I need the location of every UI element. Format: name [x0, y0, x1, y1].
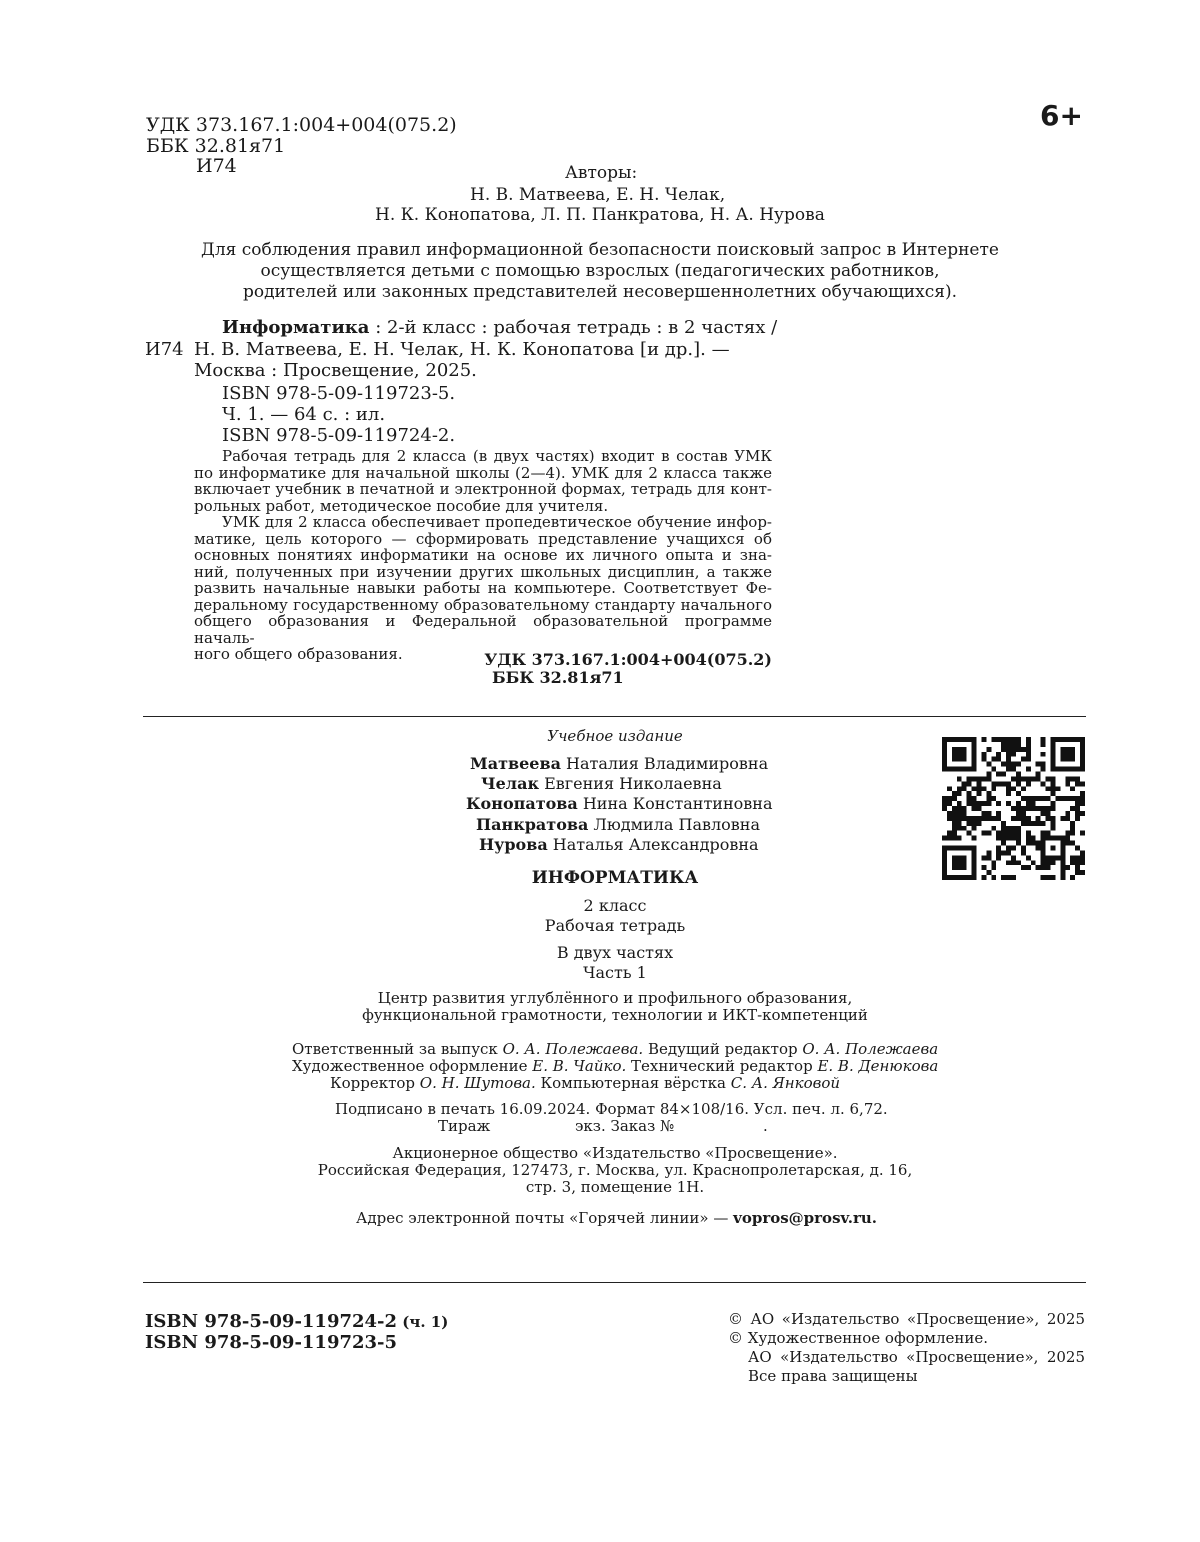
annotation-bbk: ББК 32.81я71: [492, 668, 624, 687]
footer-isbn-2: ISBN 978-5-09-119723-5: [145, 1332, 398, 1353]
safety-notice-1: Для соблюдения правил информационной безопасности поисковый запрос в Интернете: [201, 240, 999, 260]
annotation-line: рольных работ, методическое пособие для учителя.: [194, 496, 609, 515]
annotation: [194, 448, 772, 663]
print-run-label: Тираж: [438, 1117, 491, 1135]
staff-person: О. А. Полежаева.: [502, 1040, 644, 1058]
annotation-udk: УДК 373.167.1:004+004(075.2): [484, 650, 772, 669]
imprint-author: [481, 774, 722, 794]
annotation-line: деральному государственному образовательному стандарту начального: [194, 595, 772, 614]
imprint-author: [470, 754, 768, 774]
copyright-line-2: © Художественное оформление.: [728, 1329, 989, 1347]
imprint-kind: Рабочая тетрадь: [544, 916, 686, 935]
staff-role: Ответственный за выпуск: [292, 1040, 503, 1058]
annotation-line: ного общего образования.: [194, 645, 403, 663]
author-name: Наталия Владимировна: [560, 754, 769, 773]
author-name: Евгения Николаевна: [539, 774, 722, 793]
annotation-line: основных понятиях информатики на основе их личного опыта и зна-: [194, 546, 772, 564]
bib-title: Информатика: [222, 317, 370, 338]
staff-role: Художественное оформление: [292, 1057, 533, 1075]
bbk-top: ББК 32.81я71: [146, 135, 286, 157]
order-dot: .: [763, 1117, 768, 1135]
staff-role: Компьютерная вёрстка: [535, 1074, 731, 1092]
imprint-parts: В двух частях: [556, 943, 674, 962]
authors-label: Авторы:: [565, 163, 638, 183]
divider-top: [143, 716, 1086, 717]
print-info-1: Подписано в печать 16.09.2024. Формат 84×108/16. Усл. печ. л. 6,72.: [335, 1100, 888, 1118]
author-name: Наталья Александровна: [547, 835, 759, 854]
staff-person: О. Н. Шутова.: [419, 1074, 536, 1092]
bib-mark: И74: [145, 339, 184, 360]
staff-line-2: [292, 1058, 938, 1075]
safety-notice-2: осуществляется детьми с помощью взрослых (педагогических работников,: [260, 261, 940, 281]
annotation-line: ний, полученных при изучении других школьных дисциплин, а также: [194, 562, 772, 581]
annotation-line: Рабочая тетрадь для 2 класса (в двух частях) входит в состав УМК: [222, 447, 772, 465]
bib-line-3: Москва : Просвещение, 2025.: [194, 360, 477, 381]
staff-line-1: [292, 1041, 938, 1058]
copyright-line-1: © АО «Издательство «Просвещение», 2025: [728, 1310, 1085, 1328]
author-surname: Челак: [481, 774, 539, 793]
copyright-block: [728, 1310, 1085, 1386]
annotation-line: общего образования и Федеральной образовательной программе началь-: [194, 612, 772, 647]
footer-isbn-1: ISBN 978-5-09-119724-2: [145, 1311, 398, 1332]
annotation-line: УМК для 2 класса обеспечивает пропедевтическое обучение инфор-: [222, 513, 772, 531]
footer-isbn-1-note: (ч. 1): [397, 1313, 449, 1331]
hotline-email-line: [356, 1210, 877, 1227]
imprint-author: [476, 815, 760, 835]
annotation-line: развить начальные навыки работы на компьютере. Соответствует Фе-: [194, 579, 772, 597]
copyright-line-4: Все права защищены: [748, 1367, 918, 1385]
publisher-line-3: стр. 3, помещение 1Н.: [525, 1178, 705, 1196]
author-surname: Матвеева: [470, 754, 561, 773]
divider-bottom: [143, 1282, 1086, 1283]
imprint-author: [479, 835, 759, 855]
age-rating: 6+: [1040, 99, 1083, 132]
author-surname: Нурова: [479, 835, 548, 854]
author-mark-top: И74: [196, 155, 237, 177]
bib-line-1-rest: : 2-й класс : рабочая тетрадь : в 2 частях /: [369, 317, 778, 338]
copyright-line-3: АО «Издательство «Просвещение», 2025: [748, 1348, 1085, 1366]
bib-part: Ч. 1. — 64 с. : ил.: [222, 404, 386, 425]
bib-line-1: [222, 318, 777, 338]
author-surname: Конопатова: [466, 794, 578, 813]
imprint-grade: 2 класс: [583, 896, 647, 915]
footer-isbn-1-line: [145, 1312, 448, 1332]
author-name: Людмила Павловна: [588, 815, 760, 834]
author-name: Нина Константиновна: [577, 794, 773, 813]
staff-line-3: [330, 1075, 840, 1092]
staff-role: Корректор: [330, 1074, 420, 1092]
authors-line-2: Н. К. Конопатова, Л. П. Панкратова, Н. А. Нурова: [375, 205, 825, 225]
staff-person: О. А. Полежаева: [802, 1040, 939, 1058]
publisher-line-1: Акционерное общество «Издательство «Просвещение».: [392, 1144, 838, 1162]
hotline-email-label: Адрес электронной почты «Горячей линии» —: [356, 1209, 734, 1227]
staff-person: Е. В. Денюкова: [817, 1057, 939, 1075]
author-surname: Панкратова: [476, 815, 589, 834]
staff-role: Технический редактор: [626, 1057, 818, 1075]
annotation-line: включает учебник в печатной и электронной формах, тетрадь для конт-: [194, 480, 772, 498]
bib-isbn-1: ISBN 978-5-09-119723-5.: [222, 383, 456, 404]
center-line-1: Центр развития углублённого и профильного образования,: [377, 989, 853, 1007]
authors-line-1: Н. В. Матвеева, Е. Н. Челак,: [470, 185, 726, 205]
edition-type: Учебное издание: [547, 727, 683, 745]
imprint-part: Часть 1: [583, 963, 647, 982]
center-line-2: функциональной грамотности, технологии и ИКТ-компетенций: [362, 1006, 868, 1024]
staff-person: Е. В. Чайко.: [532, 1057, 627, 1075]
qr-code-icon[interactable]: [942, 737, 1085, 880]
publisher-line-2: Российская Федерация, 127473, г. Москва, ул. Краснопролетарская, д. 16,: [317, 1161, 913, 1179]
annotation-line: матике, цель которого — сформировать представление учащихся об: [194, 529, 772, 548]
annotation-line: по информатике для начальной школы (2—4). УМК для 2 класса также: [194, 463, 772, 482]
imprint-title: ИНФОРМАТИКА: [531, 868, 699, 888]
staff-role: Ведущий редактор: [643, 1040, 803, 1058]
udk-top: УДК 373.167.1:004+004(075.2): [146, 114, 457, 136]
order-label: экз. Заказ №: [575, 1117, 675, 1135]
bib-isbn-2: ISBN 978-5-09-119724-2.: [222, 425, 456, 446]
safety-notice-3: родителей или законных представителей несовершеннолетних обучающихся).: [242, 282, 958, 302]
bib-line-2: Н. В. Матвеева, Е. Н. Челак, Н. К. Конопатова [и др.]. —: [194, 339, 730, 360]
staff-person: С. А. Янковой: [730, 1074, 841, 1092]
imprint-author: [466, 794, 772, 814]
hotline-email-link[interactable]: vopros@prosv.ru.: [733, 1209, 877, 1227]
